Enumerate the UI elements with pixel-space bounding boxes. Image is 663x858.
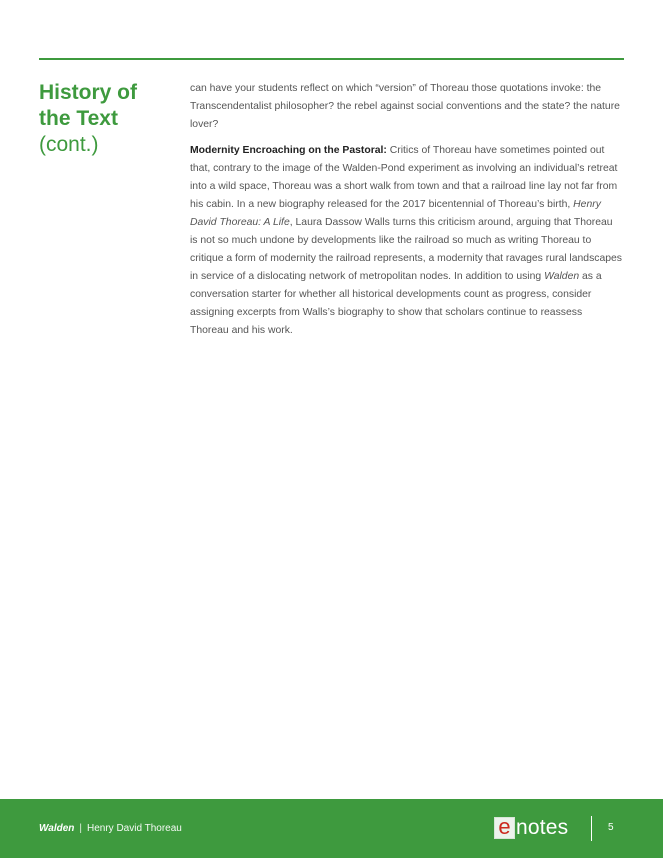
top-divider	[39, 58, 624, 60]
page-footer	[0, 799, 663, 858]
heading-continued: (cont.)	[39, 133, 99, 156]
paragraph-text: , Laura Dassow Walls turns this criticism around, arguing that Thoreau is not so much undone by developments like the railroad so much as writing Thoreau to critique a form of modernity the railroad represents, a modernity that ravages rural landscapes in service of a dislocating network of metropolitan nodes. In addition to using	[190, 217, 622, 282]
page-number: 5	[608, 822, 614, 833]
footer-book-info	[39, 823, 182, 834]
enotes-e-icon: e	[494, 817, 515, 839]
book-title-italic: Henry David Thoreau: A Life	[190, 199, 601, 228]
enotes-logo	[494, 816, 568, 840]
paragraph-2	[190, 142, 622, 340]
footer-book-title: Walden	[39, 823, 75, 834]
section-heading	[39, 80, 179, 158]
footer-author: Henry David Thoreau	[87, 823, 182, 834]
paragraph-lead: Modernity Encroaching on the Pastoral:	[190, 145, 387, 156]
heading-line-2: the Text	[39, 107, 118, 130]
walden-italic: Walden	[544, 271, 580, 282]
paragraph-text: Critics of Thoreau have sometimes pointed out that, contrary to the image of the Walden-Pond experiment as involving an individual’s retreat into a wild space, Thoreau was a short walk from town and that a railroad line lay not far from his cabin. In a new biography released for the 2017 bicentennial of Thoreau’s birth,	[190, 145, 618, 210]
footer-separator: |	[79, 823, 82, 834]
body-text	[190, 80, 622, 348]
enotes-wordmark: notes	[516, 816, 569, 839]
paragraph-1: can have your students reflect on which “version” of Thoreau those quotations invoke: the Transcendentalist philosopher? the rebel against social conventions and the state? the nature lover?	[190, 83, 620, 130]
footer-divider	[591, 816, 592, 841]
heading-line-1: History of	[39, 81, 138, 104]
paragraph-text: as a conversation starter for whether all historical developments count as progress, consider assigning excerpts from Walls’s biography to show that scholars continue to reassess Thoreau and his work.	[190, 271, 602, 336]
